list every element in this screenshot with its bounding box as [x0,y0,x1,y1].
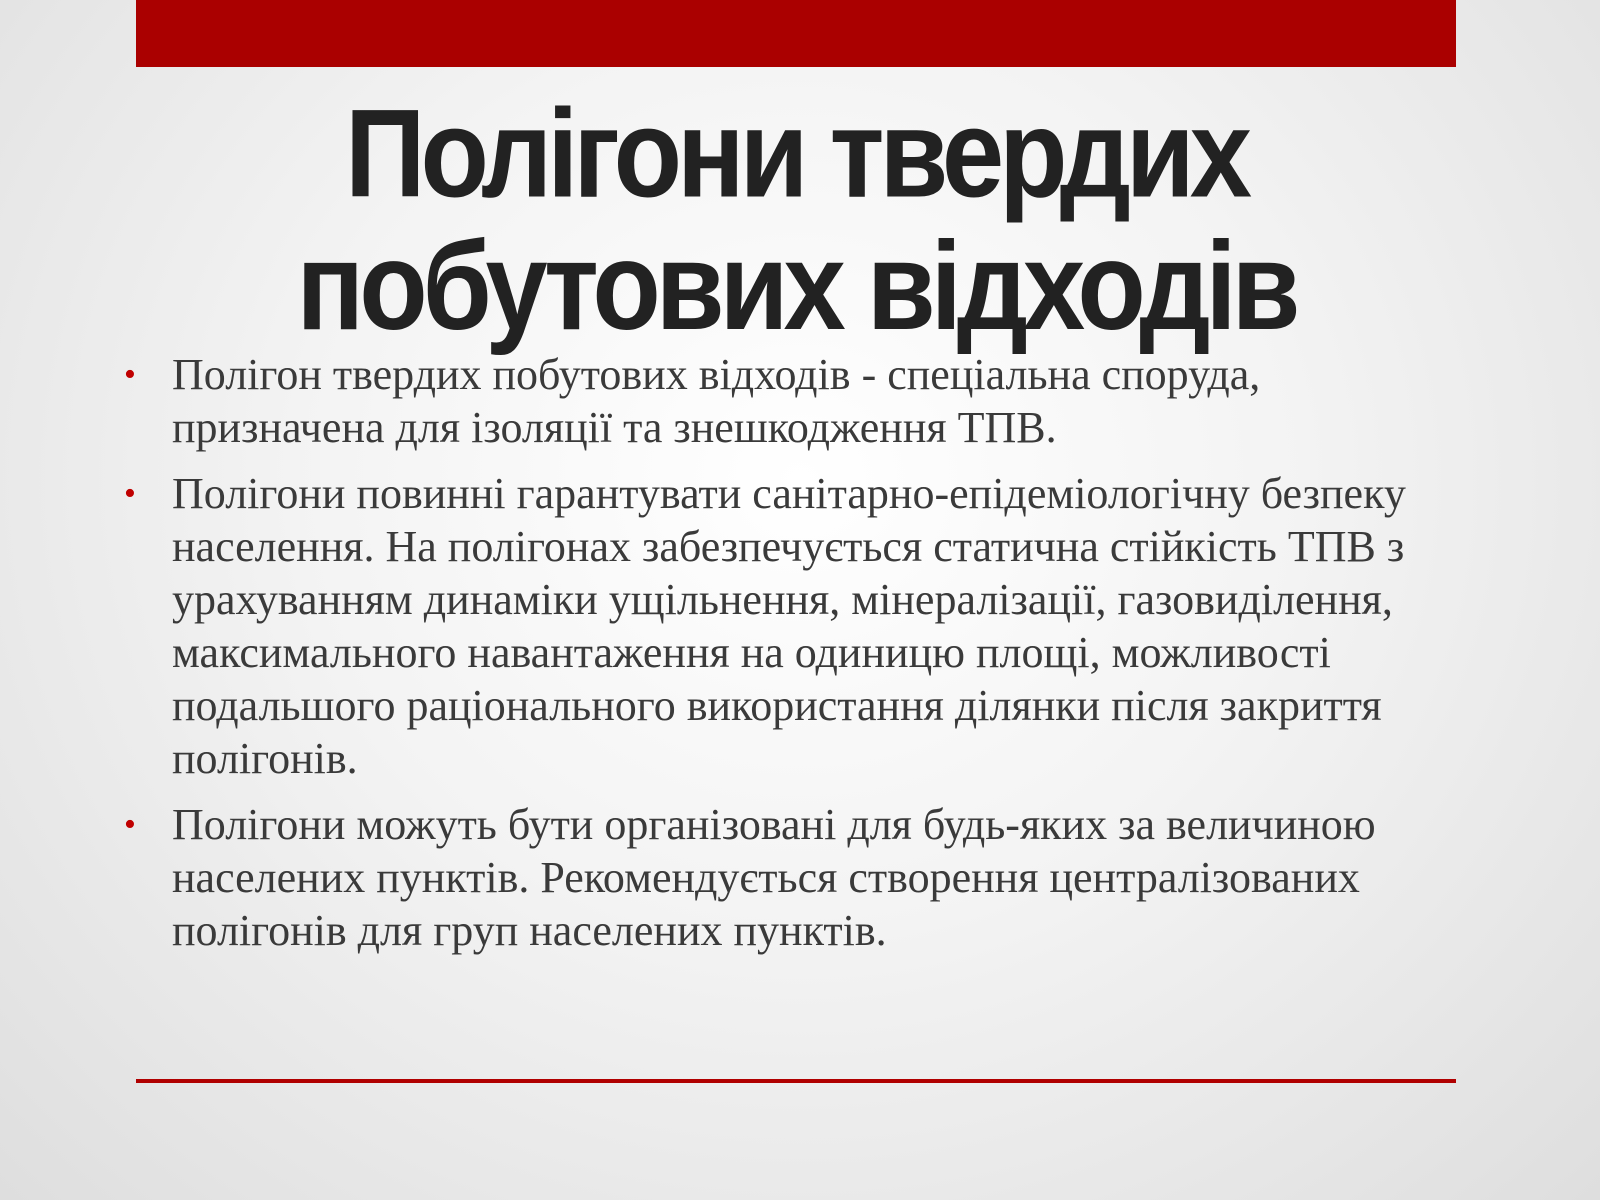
bullet-text: Полігони повинні гарантувати санітарно-епідеміологічну безпеку населення. На полігонах забезпечується статична стійкість ТПВ з урахуванням динаміки ущільнення, мінералізації, газовиділення, максимального навантаження на одиницю площі, можливості подальшого раціонального використання ділянки після закриття полігонів. [172,469,1406,783]
bullet-marker-icon: • [124,475,136,512]
top-accent-band [136,0,1456,67]
bullet-marker-icon: • [124,356,136,393]
bullet-marker-icon: • [124,806,136,843]
bullet-item [122,798,1422,957]
bullet-item [122,467,1422,785]
bottom-divider [136,1079,1456,1083]
bullet-text: Полігон твердих побутових відходів - спеціальна споруда, призначена для ізоляції та знешкодження ТПВ. [172,350,1261,452]
bullet-list [122,348,1422,970]
bullet-item [122,348,1422,454]
slide-title: Полігони твердих побутових відходів [296,83,1296,356]
bullet-text: Полігони можуть бути організовані для будь-яких за величиною населених пунктів. Рекомендується створення централізованих полігонів для груп населених пунктів. [172,800,1376,955]
